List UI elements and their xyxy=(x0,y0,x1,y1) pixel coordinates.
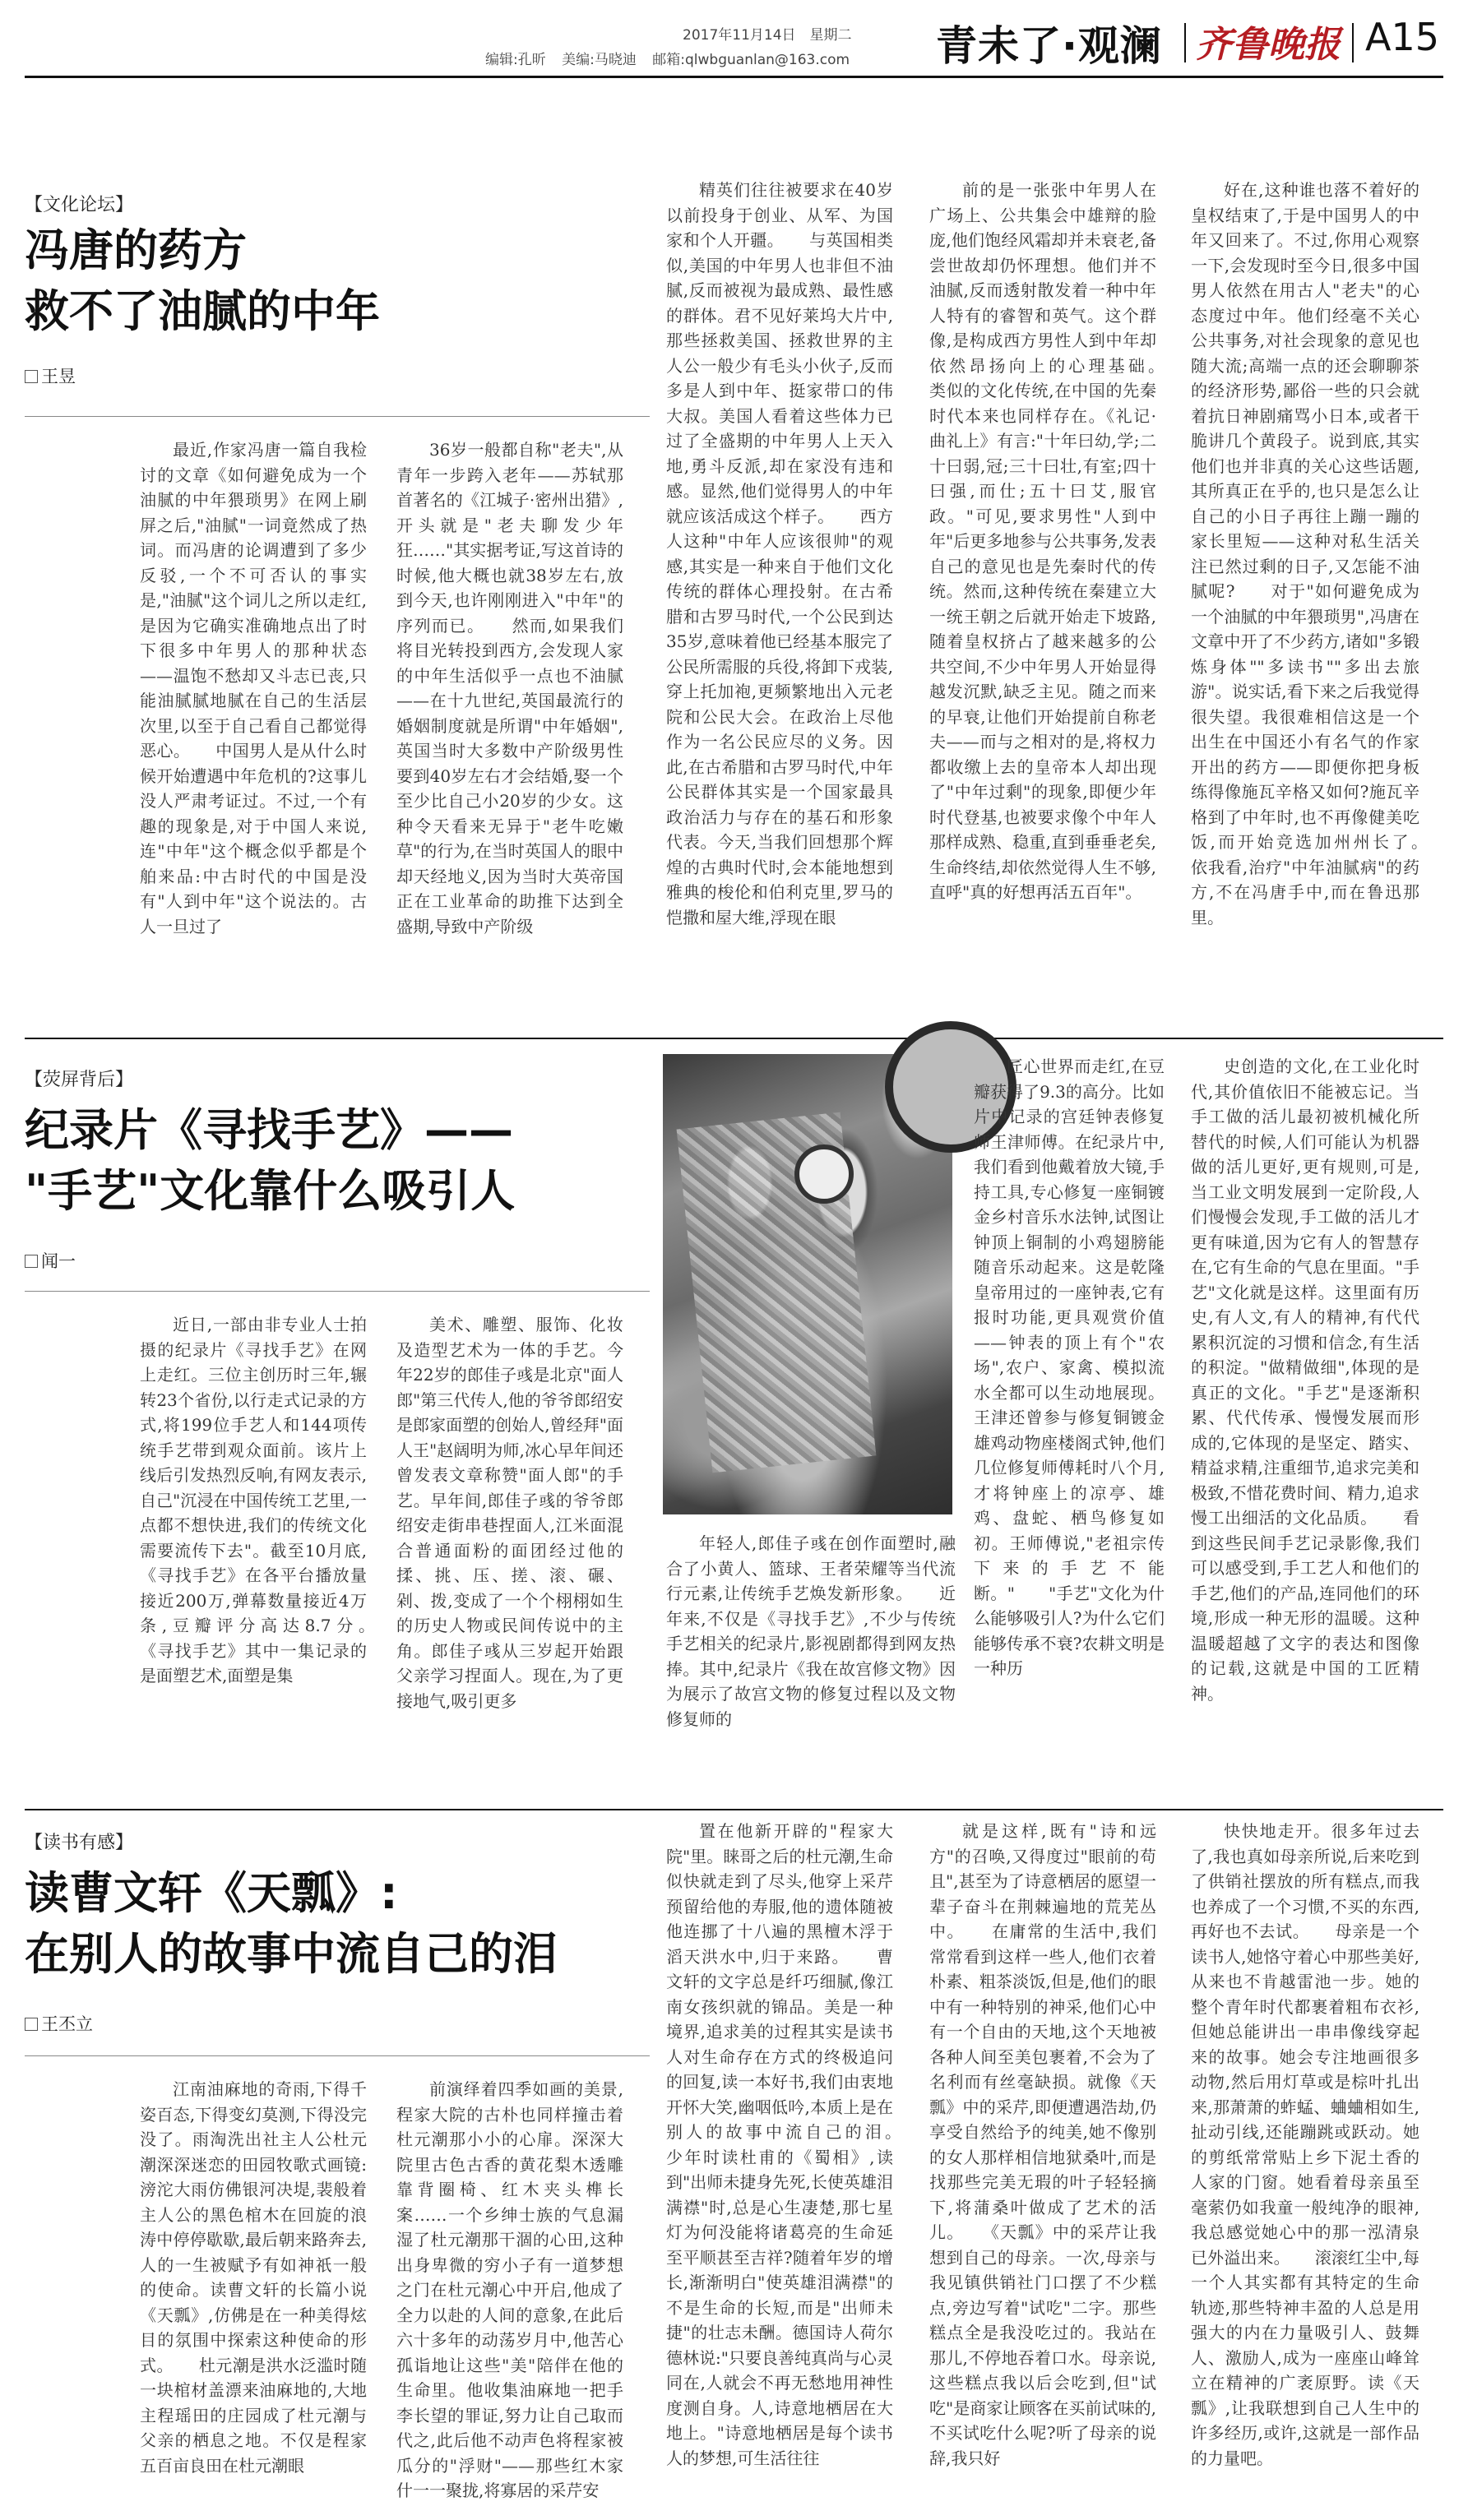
article-byline xyxy=(25,1248,76,1273)
headline-line: "手艺"文化靠什么吸引人 xyxy=(25,1165,516,1217)
byline-rule xyxy=(25,416,650,417)
article-byline xyxy=(25,363,76,388)
column-text: 快快地走开。很多年过去了,我也真如母亲所说,后来吃到了供销社摆放的所有糕点,而我也养成了一个习惯,不买的东西,再好也不去试。 母亲是一个读书人,她恪守着心中那些美好,从来也不肯越雷池一步。她的整个青年时代都裹着粗布衣衫,但她总能讲出一串串像线穿起来的故事。她会专注地画很多动物,然后用灯草或是棕叶扎出来,那萧萧的蚱蜢、蛐蛐相如生,扯动引线,还能蹦跳或跃动。她的剪纸常常贴上乡下泥土香的人家的门窗。她看着母亲虽至毫萦仍如我童一般纯净的眼神,我总感觉她心中的那一泓清泉已外溢出来。 滚滚红尘中,每一个人其实都有其特定的生命轨迹,那些特神丰盈的人总是用强大的内在力量吸引人、鼓舞人、激励人,成为一座座山峰耸立在精神的广袤原野。读《天瓢》,让我联想到自己人生中的许多经历,或许,这就是一部作品的力量吧。 xyxy=(1191,1821,1419,2468)
headline-line: 冯唐的药方 xyxy=(25,224,247,276)
author-name: 王昱 xyxy=(41,367,76,386)
byline-box-icon xyxy=(25,2018,38,2031)
article-column xyxy=(1191,1054,1419,1778)
article-column xyxy=(396,437,623,988)
article-column xyxy=(140,2077,367,2504)
byline-box-icon xyxy=(25,370,38,383)
article-column xyxy=(929,1819,1156,2504)
headline-line: 在别人的故事中流自己的泪 xyxy=(25,1928,558,1980)
article-column xyxy=(666,1819,926,2504)
headline-line: 读曹文轩《天瓢》: xyxy=(25,1867,398,1919)
issue-date: 2017年11月14日 星期二 xyxy=(683,27,852,44)
column-text: 精英们往往被要求在40岁以前投身于创业、从军、为国家和个人开疆。 与英国相类似,美国的中年男人也非但不油腻,反而被视为最成熟、最性感的群体。君不见好莱坞大片中,那些拯救美国、拯救世界的主人公一般少有毛头小伙子,反而多是人到中年、挺家带口的伟大叔。美国人看着这些体力已过了全盛期的中年男人上天入地,勇斗反派,却在家没有违和感。显然,他们觉得男人的中年就应该活成这个样子。 西方人这种"中年人应该很帅"的观感,其实是一种来自于他们文化传统的群体心理投射。在古希腊和古罗马时代,一个公民到达35岁,意味着他已经基本服完了公民所需服的兵役,将卸下戎装,穿上托加袍,更频繁地出入元老院和公民大会。在政治上尽他作为一名公民应尽的义务。因此,在古希腊和古罗马时代,中年公民群体其实是一个国家最具政治活力与存在的基石和形象代表。今天,当我们回想那个辉煌的古典时代时,会本能地想到雅典的梭伦和伯利克里,罗马的恺撒和屋大维,浮现在眼 xyxy=(666,180,893,927)
column-text: 美术、雕塑、服饰、化妆及造型艺术为一体的手艺。今年22岁的郎佳子彧是北京"面人郎"第三代传人,他的爷爷郎绍安是郎家面塑的创始人,曾经拜"面人王"赵阔明为师,冰心早年间还曾发表文章称赞"面人郎"的手艺。早年间,郎佳子彧的爷爷郎绍安走街串巷捏面人,江米面混合普通面粉的面团经过他的揉、挑、压、搓、滚、碾、剁、拨,变成了一个个栩栩如生的历史人物或民间传说中的主角。郎佳子彧从三岁起开始跟父亲学习捏面人。现在,为了更接地气,吸引更多 xyxy=(396,1315,623,1711)
column-text: 江南油麻地的奇雨,下得千姿百态,下得变幻莫测,下得没完没了。雨淘洗出社主人公杜元潮深深迷恋的田园牧歌式画镜:滂沱大雨仿佛银河决堤,裴般着主人公的黑色棺木在回旋的浪涛中停停歇歇,最后朝来路奔去,人的一生被赋予有如神祇一般的使命。读曹文轩的长篇小说《天瓢》,仿佛是在一种美得炫目的氛围中探索这种使命的形式。 杜元潮是洪水泛滥时随一块棺材盖漂来油麻地的,大地主程瑶田的庄园成了杜元潮与父亲的栖息之地。不仅是程家五百亩良田在杜元潮眼 xyxy=(140,2079,367,2476)
article-column xyxy=(929,178,1189,1008)
article-tag: 【荧屏背后】 xyxy=(25,1070,134,1090)
headline-line: 纪录片《寻找手艺》—— xyxy=(25,1104,513,1156)
column-text: 史创造的文化,在工业化时代,其价值依旧不能被忘记。当手工做的活儿最初被机械化所替代的时候,人们可能认为机器做的活儿更好,更有规则,可是,当工业文明发展到一定阶段,人们慢慢会发现,手工做的活儿才更有味道,因为它有人的智慧存在,它有生命的气息在里面。"手艺"文化就是这样。这里面有历史,有人文,有人的精神,有代代累积沉淀的习惯和信念,有生活的积淀。"做精做细",体现的是真正的文化。"手艺"是逐渐积累、代代传承、慢慢发展而形成的,它体现的是坚定、踏实、精益求精,注重细节,追求完美和极致,不惜花费时间、精力,追求慢工出细活的文化品质。 看到这些民间手艺记录影像,我们可以感受到,手工艺人和他们的手艺,他们的产品,连同他们的环境,形成一种无形的温暖。这种温暖超越了文字的表达和图像的记载,这就是中国的工匠精神。 xyxy=(1191,1057,1419,1704)
byline-rule xyxy=(25,2055,650,2056)
column-text: 就是这样,既有"诗和远方"的召唤,又得度过"眼前的苟且",甚至为了诗意栖居的愿望一辈子奋斗在荆棘遍地的荒芜丛中。 在庸常的生活中,我们常常看到这样一些人,他们衣着朴素、粗茶淡饭,但是,他们的眼中有一种特别的神采,他们心中有一个自由的天地,这个天地被各种人间至美包裹着,不会为了名利而有丝毫缺损。就像《天瓢》中的采芹,即便遭遇浩劫,仍享受自然给予的纯美,她不像别的女人那样相信地狱桑叶,而是找那些完美无瑕的叶子轻轻摘下,将蒲桑叶做成了艺术的活儿。 《天瓢》中的采芹让我想到自己的母亲。一次,母亲与我见镇供销社门口摆了不少糕点,旁边写着"试吃"二字。那些糕点全是我没吃过的。我站在那儿,不停地吞着口水。母亲说,这些糕点我以后会吃到,但"试吃"是商家让顾客在买前试味的,不买试吃什么呢?听了母亲的说辞,我只好 xyxy=(929,1821,1156,2468)
article-column xyxy=(396,1312,623,1773)
author-name: 王丕立 xyxy=(41,2014,93,2034)
article-column xyxy=(974,1054,1165,1778)
column-text: 匠心世界而走红,在豆瓣获得了9.3的高分。比如片中记录的宫廷钟表修复师王津师傅。在纪录片中,我们看到他戴着放大镜,手持工具,专心修复一座铜镀金乡村音乐水法钟,试图让钟顶上铜制的小鸡翅膀能随音乐动起来。这是乾隆皇帝用过的一座钟表,它有报时功能,更具观赏价值——钟表的顶上有个"农场",农户、家禽、模拟流水全都可以生动地展现。王津还曾参与修复铜镀金雄鸡动物座楼阁式钟,他们几位修复师傅耗时八个月,才将钟座上的凉亭、雄鸡、盘蛇、栖鸟修复如初。王师傅说,"老祖宗传下来的手艺不能断。" "手艺"文化为什么能够吸引人?为什么它们能够传承不衰?农耕文明是一种历 xyxy=(974,1057,1165,1678)
byline-box-icon xyxy=(25,1255,38,1268)
masthead-rule xyxy=(25,76,1443,78)
article-column xyxy=(666,178,893,1008)
column-text: 置在他新开辟的"程家大院"里。睐哥之后的杜元潮,生命似快就走到了尽头,他穿上采芹预留给他的寿服,他的遗体随被他连挪了十八遍的黑檀木浮于滔天洪水中,归于来路。 曹文轩的文字总是纤巧细腻,像江南女孩织就的锦品。美是一种境界,追求美的过程其实是读书人对生命存在方式的终极追问的回复,读一本好书,我们由衷地开怀大笑,幽咽低吟,本质上是在别人的故事中流自己的泪。 少年时读杜甫的《蜀相》,读到"出师未捷身先死,长使英雄泪满襟"时,总是心生凄楚,那七星灯为何没能将诸葛亮的生命延至平顺甚至吉祥?随着年岁的增长,渐渐明白"使英雄泪满襟"的不是生命的长短,而是"出师未捷"的壮志未酬。德国诗人荷尔德林说:"只要良善纯真尚与心灵同在,人就会不再无愁地用神性度测自身。人,诗意地栖居在大地上。"诗意地栖居是每个读书人的梦想,可生活往往 xyxy=(666,1821,926,2468)
section-title: 青未了·观澜 xyxy=(936,22,1162,70)
column-text: 最近,作家冯唐一篇自我检讨的文章《如何避免成为一个油腻的中年猥琐男》在网上刷屏之后,"油腻"一词竟然成了热词。而冯唐的论调遭到了多少反驳,一个不可否认的事实是,"油腻"这个词儿之所以走红,是因为它确实准确地点出了时下很多中年男人的那种状态——温饱不愁却又斗志已丧,只能油腻腻地腻在自己的生活层次里,以至于自己看自己都觉得恶心。 中国男人是从什么时候开始遭遇中年危机的?这事儿没人严肃考证过。不过,一个有趣的现象是,对于中国人来说,连"中年"这个概念似乎都是个舶来品:中古时代的中国是没有"人到中年"这个说法的。古人一旦过了 xyxy=(140,440,367,936)
section-divider xyxy=(25,1038,1443,1039)
email-credit: 邮箱:qlwbguanlan@163.com xyxy=(652,52,850,68)
documentary-photo xyxy=(663,1054,952,1514)
article-column xyxy=(140,1312,400,1773)
column-text: 36岁一般都自称"老夫",从青年一步跨入老年——苏轼那首著名的《江城子·密州出猎》,开头就是"老夫聊发少年狂……"其实据考证,写这首诗的时候,他大概也就38岁左右,放到今天,也许刚刚进入"中年"的序列而已。 然而,如果我们将目光转投到西方,会发现人家的中年生活似乎一点也不油腻——在十九世纪,英国最流行的婚姻制度就是所谓"中年婚姻",英国当时大多数中产阶级男性要到40岁左右才会结婚,娶一个至少比自己小20岁的少女。这种令天看来无异于"老牛吃嫩草"的行为,在当时英国人的眼中却天经地义,因为当时大英帝国正在工业革命的助推下达到全盛期,导致中产阶级 xyxy=(396,440,623,936)
author-name: 闻一 xyxy=(41,1251,76,1271)
newspaper-logo: 齐鲁晚报 xyxy=(1196,24,1341,66)
article-headline xyxy=(25,1863,558,1985)
column-text: 近日,一部由非专业人士拍摄的纪录片《寻找手艺》在网上走红。三位主创历时三年,辗转23个省份,以行走式记录的方式,将199位手艺人和144项传统手艺带到观众面前。该片上线后引发热烈反响,有网友表示,自己"沉浸在中国传统工艺里,一点都不想快进,我们的传统文化需要流传下去"。截至10月底,《寻找手艺》在各平台播放量接近200万,弹幕数量接近4万条,豆瓣评分高达8.7分。 《寻找手艺》其中一集记录的是面塑艺术,面塑是集 xyxy=(140,1315,400,1685)
article-tag: 【文化论坛】 xyxy=(25,195,134,215)
headline-line: 救不了油腻的中年 xyxy=(25,285,380,337)
column-text: 前的是一张张中年男人在广场上、公共集会中雄辩的脸庞,他们饱经风霜却并未衰老,备尝世故却仍怀理想。他们并不油腻,反而透射散发着一种中年人特有的睿智和英气。这个群像,是构成西方男性人到中年却依然昂扬向上的心理基础。 类似的文化传统,在中国的先秦时代本来也同样存在。《礼记·曲礼上》有言:"十年曰幼,学;二十曰弱,冠;三十曰壮,有室;四十曰强,而仕;五十曰艾,服官政。"可见,要求男性"人到中年"后更多地参与公共事务,发表自己的意见也是先秦时代的传统。然而,这种传统在秦建立大一统王朝之后就开始走下坡路,随着皇权挤占了越来越多的公共空间,不少中年男人开始显得越发沉默,缺乏主见。随之而来的早衰,让他们开始提前自称老夫——而与之相对的是,将权力都收缴上去的皇帝本人却出现了"中年过剩"的现象,即便少年时代登基,也被要求像个中年人那样成熟、稳重,直到垂垂老矣,生命终结,却依然觉得人生不够,直呼"真的好想再活五百年"。 xyxy=(929,180,1189,902)
photo-detail xyxy=(794,1144,854,1204)
article-byline xyxy=(25,2011,93,2036)
column-text: 前演绎着四季如画的美景,程家大院的古朴也同样撞击着杜元潮那小小的心扉。深深大院里古色古香的黄花梨木透雕靠背圈椅、红木夹头榫长案……一个乡绅士族的气息漏湿了杜元潮那干涸的心田,这种出身卑微的穷小子有一道梦想之门在杜元潮心中开启,他成了全力以赴的人间的意象,在此后六十多年的动荡岁月中,他苦心孤诣地让这些"美"陪伴在他的生命里。他收集油麻地一把手李长望的罪证,努力让自己取而代之,此后他不动声色将程家被瓜分的"浮财"——那些红木家什一一聚拢,将寡居的采芹安 xyxy=(396,2079,623,2500)
byline-rule xyxy=(25,1291,650,1292)
editor-credit: 编辑:孔昕 xyxy=(485,52,546,68)
article-column xyxy=(140,437,367,988)
article-headline xyxy=(25,1100,515,1222)
article-column xyxy=(1191,1819,1419,2504)
credit-line xyxy=(485,48,861,68)
article-column xyxy=(396,2077,623,2504)
article-headline xyxy=(25,220,380,342)
masthead-divider xyxy=(1184,23,1186,62)
masthead-divider xyxy=(1352,23,1354,62)
article-column xyxy=(1191,178,1452,1008)
column-text: 年轻人,郎佳子彧在创作面塑时,融合了小黄人、篮球、王者荣耀等当代流行元素,让传统手艺焕发新形象。 近年来,不仅是《寻找手艺》,不少与传统手艺相关的纪录片,影视剧都得到网友热捧。其中,纪录片《我在故宫修文物》因为展示了故宫文物的修复过程以及文物修复师的 xyxy=(666,1533,956,1729)
page-number: A15 xyxy=(1365,15,1440,59)
article-tag: 【读书有感】 xyxy=(25,1833,134,1853)
article-column xyxy=(666,1531,956,1778)
section-divider xyxy=(25,1809,1443,1810)
column-text: 好在,这种谁也落不着好的皇权结束了,于是中国男人的中年又回来了。不过,你用心观察一下,会发现时至今日,很多中国男人依然在用古人"老夫"的心态度过中年。他们经毫不关心公共事务,对社会现象的意见也随大流;高端一点的还会聊聊茶的经济形势,鄙俗一些的只会就着抗日神剧痛骂小日本,或者干脆讲几个黄段子。说到底,其实他们也并非真的关心这些话题,其所真正在乎的,也只是怎么让自己的小日子再往上蹦一蹦的家长里短——这种对私生活关注已然过剩的日子,又怎能不油腻呢? 对于"如何避免成为一个油腻的中年猥琐男",冯唐在文章中开了不少药方,诸如"多锻炼身体""多读书""多出去旅游"。说实话,看下来之后我觉得很失望。我很难相信这是一个出生在中国还小有名气的作家开出的药方——即便你把身板练得像施瓦辛格又如何?施瓦辛格到了中年时,也不再像健美吃饭,而开始竞选加州州长了。 依我看,治疗"中年油腻病"的药方,不在冯唐手中,而在鲁迅那里。 xyxy=(1191,180,1452,927)
designer-credit: 美编:马晓迪 xyxy=(562,52,637,68)
